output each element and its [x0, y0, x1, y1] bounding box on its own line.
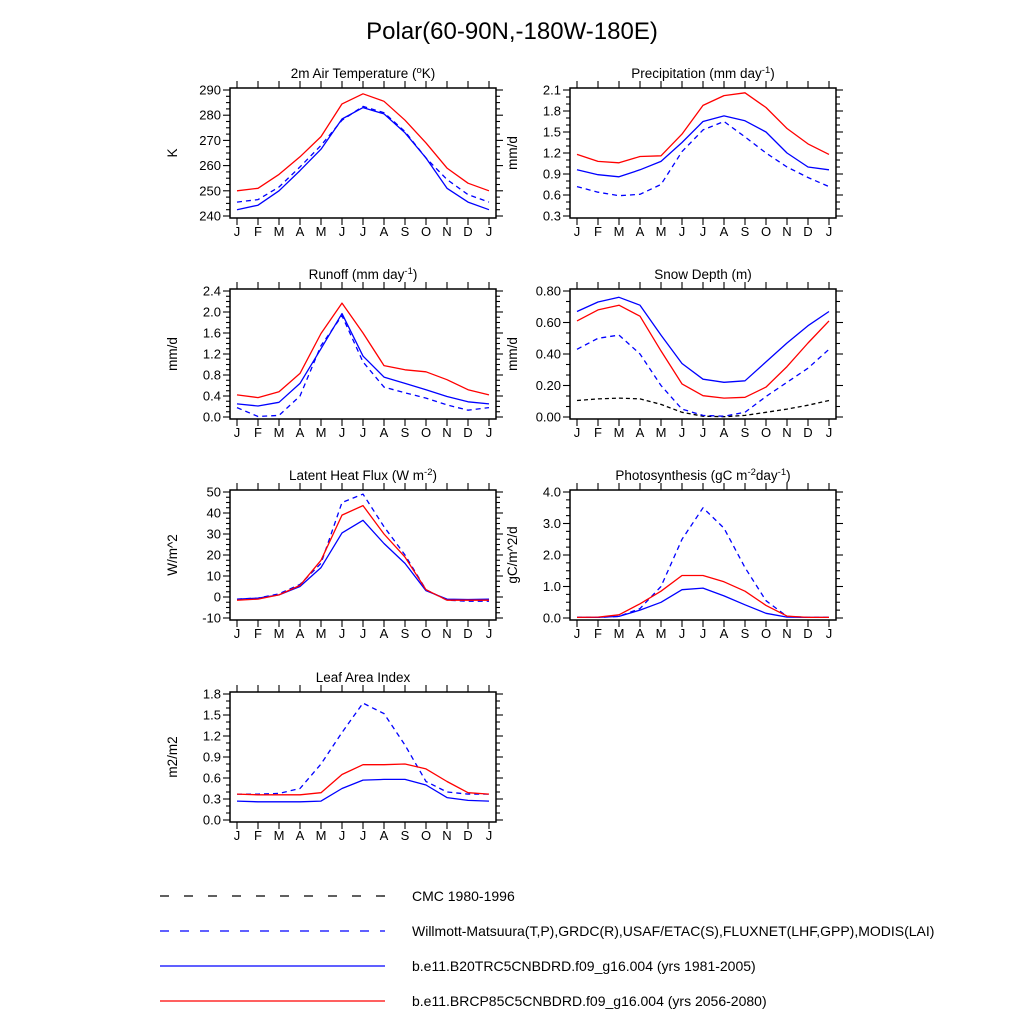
svg-text:mm/d: mm/d — [505, 337, 520, 371]
svg-text:Photosynthesis (gC m-2day-1): Photosynthesis (gC $m^{-2}day^{-1}$) — [615, 467, 791, 483]
svg-text:290: 290 — [199, 82, 221, 98]
svg-text:S: S — [740, 425, 750, 440]
svg-text:A: A — [295, 626, 305, 641]
chart-snow-depth — [500, 266, 850, 444]
svg-text:1.5: 1.5 — [542, 124, 561, 140]
svg-text:D: D — [463, 828, 473, 843]
svg-text:270: 270 — [199, 132, 221, 148]
svg-text:0.40: 0.40 — [535, 346, 561, 362]
svg-text:N: N — [442, 224, 452, 239]
svg-text:F: F — [254, 626, 262, 641]
svg-text:J: J — [573, 425, 581, 440]
legend-line-red-solid — [160, 995, 385, 1007]
svg-text:0.60: 0.60 — [535, 315, 561, 330]
svg-text:1.6: 1.6 — [202, 325, 221, 341]
svg-text:A: A — [379, 425, 389, 440]
photosynthesis-plot — [500, 467, 850, 645]
svg-text:J: J — [338, 224, 346, 239]
svg-text:J: J — [485, 224, 493, 239]
svg-text:2m Air Temperature (oK): 2m Air Temperature ($^o$K) — [290, 65, 436, 81]
svg-text:A: A — [379, 224, 389, 239]
svg-text:J: J — [338, 425, 346, 440]
svg-text:J: J — [699, 626, 707, 641]
svg-text:J: J — [485, 828, 493, 843]
svg-text:J: J — [338, 828, 346, 843]
legend-item-brcp85c5cnbdrd — [160, 993, 767, 1009]
svg-text:J: J — [825, 626, 833, 641]
svg-text:J: J — [233, 224, 241, 239]
svg-text:M: M — [315, 425, 327, 440]
svg-text:D: D — [803, 425, 813, 440]
svg-text:4.0: 4.0 — [542, 484, 561, 500]
svg-text:1.8: 1.8 — [202, 686, 221, 702]
svg-text:0.6: 0.6 — [542, 187, 561, 203]
svg-text:N: N — [782, 425, 792, 440]
svg-text:1.5: 1.5 — [202, 707, 221, 723]
svg-text:J: J — [359, 224, 367, 239]
svg-text:1.2: 1.2 — [202, 346, 221, 362]
svg-text:J: J — [573, 626, 581, 641]
svg-text:M: M — [613, 224, 625, 239]
svg-text:J: J — [485, 626, 493, 641]
svg-text:Snow Depth (m): Snow Depth (m) — [654, 267, 752, 282]
svg-text:F: F — [254, 425, 262, 440]
svg-text:J: J — [233, 828, 241, 843]
svg-text:M: M — [273, 626, 285, 641]
svg-text:A: A — [719, 425, 729, 440]
svg-text:2.0: 2.0 — [542, 547, 561, 563]
svg-text:K: K — [165, 148, 180, 158]
svg-text:M: M — [315, 224, 327, 239]
svg-text:N: N — [442, 828, 452, 843]
legend-item-cmc — [160, 888, 515, 904]
svg-text:1.0: 1.0 — [542, 579, 561, 594]
svg-text:A: A — [635, 425, 645, 440]
svg-text:280: 280 — [199, 107, 221, 123]
runoff-plot — [160, 266, 510, 444]
svg-text:N: N — [782, 224, 792, 239]
svg-text:J: J — [825, 425, 833, 440]
precipitation-plot — [500, 65, 850, 243]
legend-line-blue-solid — [160, 960, 385, 972]
svg-text:S: S — [400, 828, 410, 843]
svg-text:O: O — [420, 425, 432, 440]
svg-text:O: O — [420, 828, 432, 843]
svg-text:O: O — [760, 425, 772, 440]
svg-text:0.9: 0.9 — [202, 749, 221, 765]
legend-label: b.e11.B20TRC5CNBDRD.f09_g16.004 (yrs 1981-2005) — [412, 958, 756, 974]
svg-text:J: J — [233, 626, 241, 641]
svg-text:J: J — [825, 224, 833, 239]
svg-text:0.0: 0.0 — [202, 812, 221, 828]
svg-text:1.2: 1.2 — [542, 145, 561, 161]
chart-latent-heat-flux — [160, 467, 510, 645]
svg-text:0.9: 0.9 — [542, 166, 561, 182]
snow-depth-plot — [500, 266, 850, 444]
latent-heat-flux-plot — [160, 467, 510, 645]
chart-runoff — [160, 266, 510, 444]
svg-text:J: J — [678, 224, 686, 239]
svg-text:0.0: 0.0 — [202, 409, 221, 425]
svg-text:D: D — [463, 425, 473, 440]
svg-text:A: A — [719, 626, 729, 641]
svg-text:F: F — [254, 828, 262, 843]
svg-text:W/m^2: W/m^2 — [165, 534, 180, 576]
svg-text:J: J — [359, 626, 367, 641]
svg-text:N: N — [442, 626, 452, 641]
svg-text:J: J — [678, 425, 686, 440]
svg-text:40: 40 — [206, 505, 221, 521]
svg-text:S: S — [740, 626, 750, 641]
svg-text:Precipitation (mm day-1): Precipitation (mm day$^{-1}$) — [631, 65, 775, 81]
svg-text:F: F — [594, 224, 602, 239]
svg-text:S: S — [400, 224, 410, 239]
svg-text:M: M — [273, 425, 285, 440]
svg-text:M: M — [655, 425, 667, 440]
svg-text:0.6: 0.6 — [202, 770, 221, 786]
svg-text:O: O — [760, 626, 772, 641]
svg-text:A: A — [295, 425, 305, 440]
svg-text:A: A — [379, 828, 389, 843]
svg-text:30: 30 — [206, 526, 221, 542]
svg-text:D: D — [463, 626, 473, 641]
svg-text:S: S — [400, 626, 410, 641]
svg-text:50: 50 — [206, 484, 221, 500]
legend-line-blue-dashed — [160, 925, 385, 937]
svg-text:D: D — [803, 224, 813, 239]
svg-text:2.1: 2.1 — [542, 82, 561, 98]
svg-text:J: J — [485, 425, 493, 440]
svg-text:gC/m^2/d: gC/m^2/d — [505, 526, 520, 584]
svg-text:Runoff (mm day-1): Runoff (mm day$^{-1}$) — [308, 266, 418, 282]
svg-text:J: J — [699, 425, 707, 440]
svg-text:2.4: 2.4 — [202, 283, 221, 299]
svg-text:10: 10 — [206, 568, 221, 584]
svg-text:O: O — [760, 224, 772, 239]
svg-text:D: D — [803, 626, 813, 641]
svg-text:1.8: 1.8 — [542, 103, 561, 119]
svg-text:F: F — [594, 425, 602, 440]
chart-precipitation — [500, 65, 850, 243]
svg-text:M: M — [315, 828, 327, 843]
svg-text:240: 240 — [199, 208, 221, 224]
2m-air-temperature-plot — [160, 65, 510, 243]
svg-text:J: J — [678, 626, 686, 641]
legend-label: b.e11.BRCP85C5CNBDRD.f09_g16.004 (yrs 2056-2080) — [412, 993, 767, 1009]
svg-text:J: J — [233, 425, 241, 440]
svg-text:M: M — [613, 626, 625, 641]
svg-text:F: F — [254, 224, 262, 239]
svg-text:A: A — [295, 828, 305, 843]
svg-text:D: D — [463, 224, 473, 239]
svg-text:20: 20 — [206, 547, 221, 563]
svg-text:A: A — [719, 224, 729, 239]
svg-text:0.00: 0.00 — [535, 409, 561, 425]
legend-item-b20trc5cnbdrd — [160, 958, 756, 974]
leaf-area-index-plot — [160, 669, 510, 847]
svg-text:mm/d: mm/d — [505, 136, 520, 170]
svg-text:A: A — [295, 224, 305, 239]
svg-text:-10: -10 — [202, 610, 221, 626]
svg-text:M: M — [655, 224, 667, 239]
svg-text:M: M — [655, 626, 667, 641]
svg-text:mm/d: mm/d — [165, 337, 180, 371]
svg-text:M: M — [315, 626, 327, 641]
svg-text:J: J — [359, 828, 367, 843]
svg-text:M: M — [613, 425, 625, 440]
svg-text:2.0: 2.0 — [202, 304, 221, 320]
svg-text:0: 0 — [213, 589, 221, 605]
svg-text:Leaf Area Index: Leaf Area Index — [315, 670, 411, 685]
svg-text:Latent Heat Flux (W m-2): Latent Heat Flux (W $m^{-2}$) — [289, 467, 437, 483]
svg-text:0.0: 0.0 — [542, 610, 561, 626]
chart-2m-air-temperature — [160, 65, 510, 243]
svg-text:A: A — [635, 626, 645, 641]
svg-text:0.3: 0.3 — [202, 791, 221, 807]
svg-text:250: 250 — [199, 183, 221, 199]
svg-text:m2/m2: m2/m2 — [165, 736, 180, 778]
figure-title: Polar(60-90N,-180W-180E) — [366, 18, 658, 45]
legend-label: CMC 1980-1996 — [412, 888, 515, 904]
chart-leaf-area-index — [160, 669, 510, 847]
svg-text:0.8: 0.8 — [202, 367, 221, 383]
svg-text:0.80: 0.80 — [535, 283, 561, 299]
svg-text:0.3: 0.3 — [542, 208, 561, 224]
svg-text:0.4: 0.4 — [202, 388, 221, 404]
svg-text:M: M — [273, 828, 285, 843]
legend-line-black-dashed — [160, 890, 385, 902]
svg-text:S: S — [740, 224, 750, 239]
svg-text:J: J — [359, 425, 367, 440]
svg-text:A: A — [635, 224, 645, 239]
svg-text:M: M — [273, 224, 285, 239]
svg-text:O: O — [420, 224, 432, 239]
svg-text:3.0: 3.0 — [542, 516, 561, 531]
svg-text:J: J — [573, 224, 581, 239]
svg-text:F: F — [594, 626, 602, 641]
svg-text:0.20: 0.20 — [535, 378, 561, 393]
svg-text:N: N — [782, 626, 792, 641]
svg-text:1.2: 1.2 — [202, 728, 221, 744]
svg-text:A: A — [379, 626, 389, 641]
svg-text:260: 260 — [199, 158, 221, 174]
legend-item-willmott-matsuura — [160, 923, 934, 939]
svg-text:J: J — [699, 224, 707, 239]
svg-text:S: S — [400, 425, 410, 440]
svg-text:O: O — [420, 626, 432, 641]
svg-text:J: J — [338, 626, 346, 641]
legend-label: Willmott-Matsuura(T,P),GRDC(R),USAF/ETAC(S),FLUXNET(LHF,GPP),MODIS(LAI) — [412, 923, 935, 939]
chart-photosynthesis — [500, 467, 850, 645]
svg-text:N: N — [442, 425, 452, 440]
